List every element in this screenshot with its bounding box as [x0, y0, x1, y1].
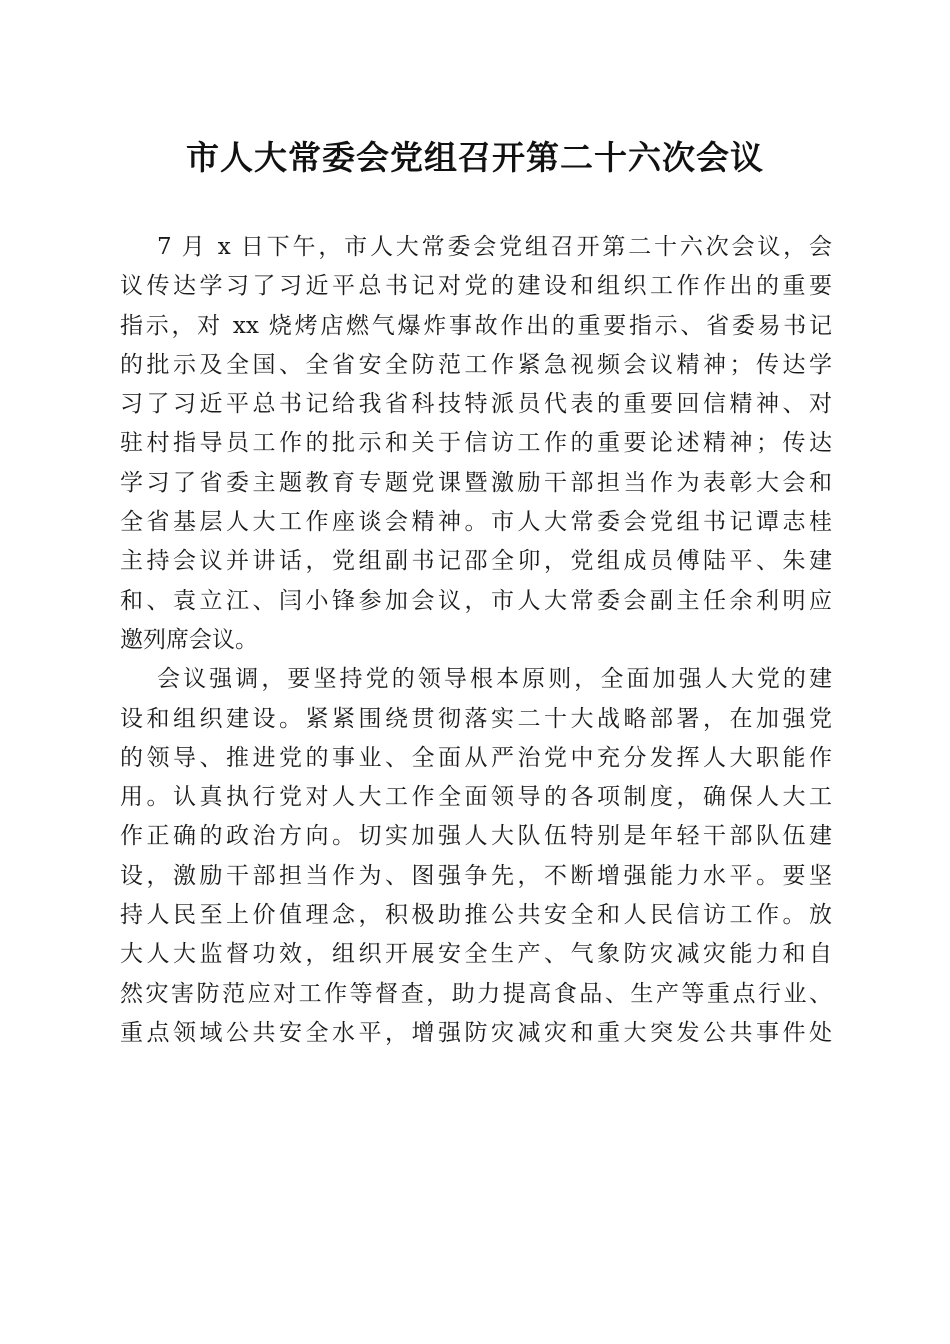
- text-line: 用。认真执行党对人大工作全面领导的各项制度，确保人大工: [120, 784, 832, 811]
- text-line: 作正确的政治方向。切实加强人大队伍特别是年轻干部队伍建: [120, 823, 832, 850]
- text-line: 主持会议并讲话，党组副书记邵全卯，党组成员傅陆平、朱建: [120, 548, 832, 575]
- document-body: [120, 228, 832, 1053]
- text-line: 然灾害防范应对工作等督查，助力提高食品、生产等重点行业、: [120, 980, 832, 1007]
- text-line: 会议强调，要坚持党的领导根本原则，全面加强人大党的建: [157, 666, 832, 693]
- paragraph-1: [120, 228, 832, 660]
- text-line: 和、袁立江、闫小锋参加会议，市人大常委会副主任余利明应: [120, 587, 832, 614]
- document-title: 市人大常委会党组召开第二十六次会议: [186, 138, 764, 177]
- text-line: 的领导、推进党的事业、全面从严治党中充分发挥人大职能作: [120, 744, 832, 771]
- text-line: 议传达学习了习近平总书记对党的建设和组织工作作出的重要: [120, 273, 832, 300]
- text-line: 全省基层人大工作座谈会精神。市人大常委会党组书记谭志桂: [120, 509, 832, 536]
- text-line: 重点领域公共安全水平，增强防灾减灾和重大突发公共事件处: [120, 1019, 832, 1046]
- text-line: 大人大监督功效，组织开展安全生产、气象防灾减灾能力和自: [120, 941, 832, 968]
- text-line: 驻村指导员工作的批示和关于信访工作的重要论述精神；传达: [120, 430, 832, 457]
- paragraph-2: [120, 660, 832, 1053]
- text-line: 7 月 x 日下午，市人大常委会党组召开第二十六次会议，会: [157, 234, 832, 260]
- text-line: 设和组织建设。紧紧围绕贯彻落实二十大战略部署，在加强党: [120, 705, 832, 732]
- text-line: 的批示及全国、全省安全防范工作紧急视频会议精神；传达学: [120, 351, 832, 378]
- text-line: 持人民至上价值理念，积极助推公共安全和人民信访工作。放: [120, 902, 832, 929]
- text-line: 设，激励干部担当作为、图强争先，不断增强能力水平。要坚: [120, 862, 832, 889]
- text-line: 学习了省委主题教育专题党课暨激励干部担当作为表彰大会和: [120, 469, 832, 496]
- text-line: 邀列席会议。: [120, 626, 258, 653]
- text-line: 习了习近平总书记给我省科技特派员代表的重要回信精神、对: [120, 391, 832, 418]
- text-line: 指示，对 xx 烧烤店燃气爆炸事故作出的重要指示、省委易书记: [120, 312, 832, 339]
